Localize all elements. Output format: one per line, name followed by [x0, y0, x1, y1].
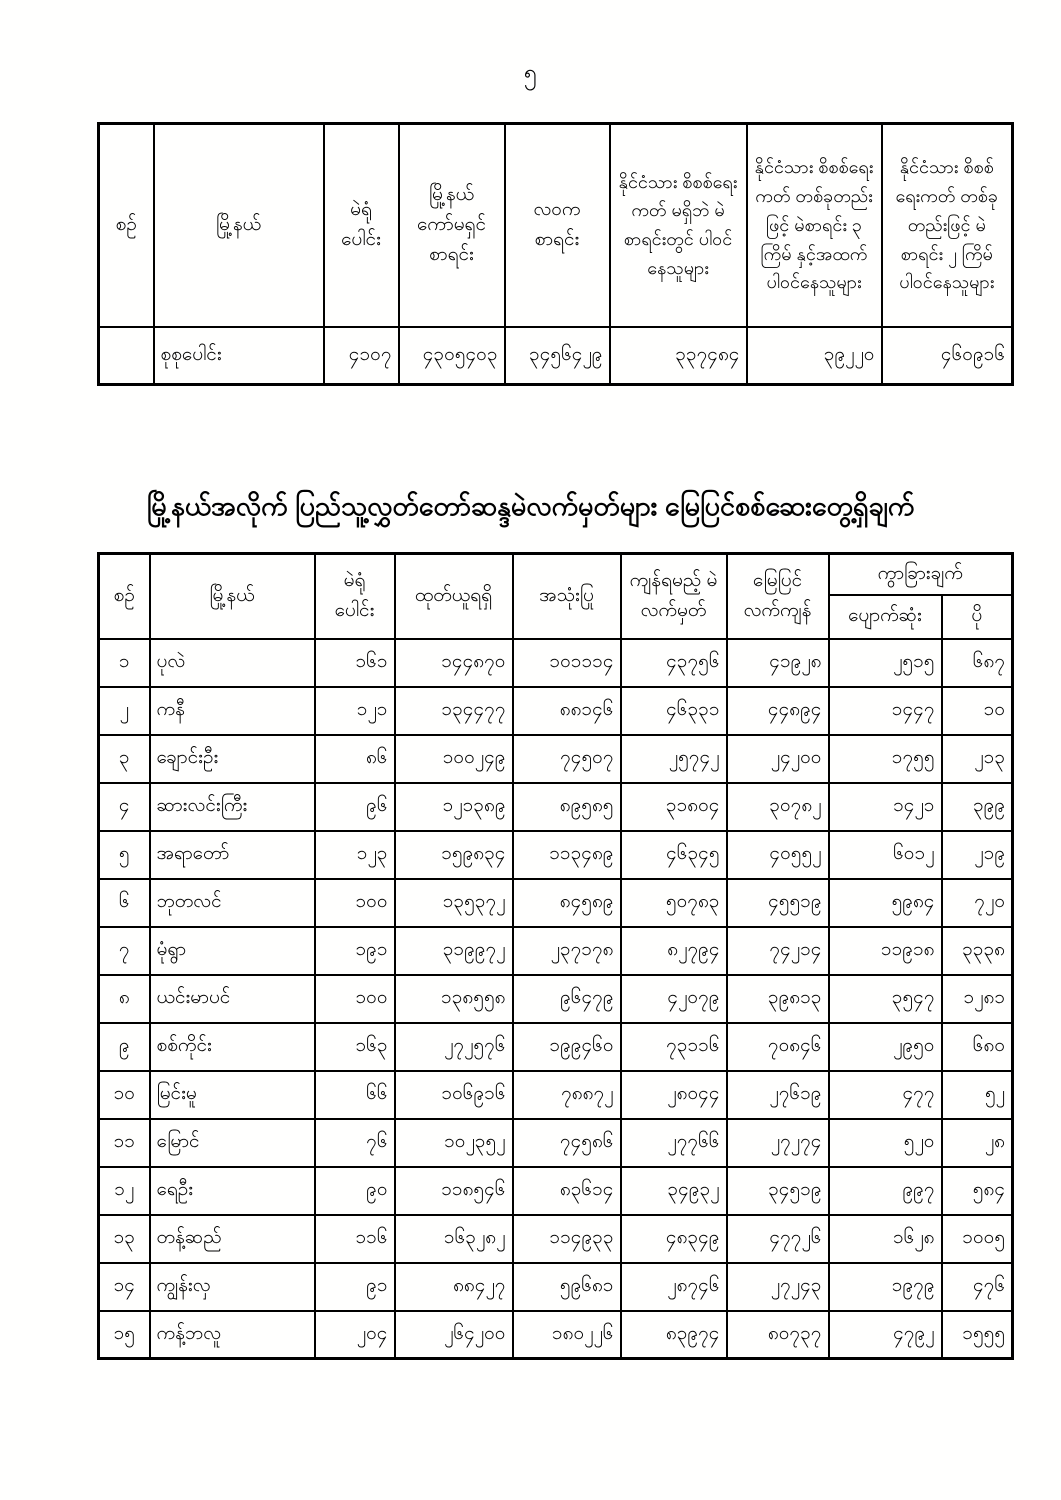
cell-no: ၆ — [99, 879, 150, 927]
cell-received: ၁၀၂၃၅၂ — [395, 1119, 513, 1167]
detail-table-body — [99, 639, 1013, 1359]
header-nrc-3-times: နိုင်ငံသား စိစစ်ရေးကတ် တစ်ခုတည်းဖြင့် မဲစာရင်း ၃ ကြိမ် နှင့်အထက် ပါဝင်နေသူများ — [747, 124, 882, 327]
table-row — [99, 927, 1013, 975]
cell-extra: ၃၉၉ — [942, 783, 1013, 831]
table-row — [99, 1311, 1013, 1359]
cell-extra: ၂၈ — [942, 1119, 1013, 1167]
cell-missing: ၄၇၉၂ — [829, 1311, 942, 1359]
cell-no: ၃ — [99, 735, 150, 783]
cell-received: ၁၁၈၅၄၆ — [395, 1167, 513, 1215]
ballot-ground-check-table — [97, 552, 1014, 1360]
cell-extra: ၁၀ — [942, 687, 1013, 735]
cell-no: ၁၁ — [99, 1119, 150, 1167]
cell-remaining: ၈၃၉၇၄ — [621, 1311, 727, 1359]
cell-received: ၁၀၀၂၄၉ — [395, 735, 513, 783]
total-nrc-3-times: ၃၉၂၂၀ — [747, 327, 882, 385]
detail-header-row-top — [99, 554, 1013, 595]
cell-remaining: ၂၈၇၄၆ — [621, 1263, 727, 1311]
header-missing: ပျောက်ဆုံး — [829, 595, 942, 639]
total-commission-list: ၄၃၀၅၄၀၃ — [399, 327, 505, 385]
cell-ground: ၇၄၂၁၄ — [727, 927, 829, 975]
cell-used: ၈၄၅၈၉ — [513, 879, 621, 927]
cell-ground: ၃၄၅၁၉ — [727, 1167, 829, 1215]
cell-extra: ၁၂၈၁ — [942, 975, 1013, 1023]
header-immigration-list: လဝက စာရင်း — [505, 124, 610, 327]
cell-missing: ၂၅၁၅ — [829, 639, 942, 687]
voter-list-summary-table — [97, 122, 1014, 386]
cell-no: ၅ — [99, 831, 150, 879]
cell-no: ၄ — [99, 783, 150, 831]
table-row — [99, 879, 1013, 927]
cell-township: ရေဦး — [150, 1167, 315, 1215]
cell-remaining: ၂၅၇၄၂ — [621, 735, 727, 783]
cell-township: ဆားလင်းကြီး — [150, 783, 315, 831]
header-received: ထုတ်ယူရရှိ — [395, 554, 513, 639]
cell-no: ၁၄ — [99, 1263, 150, 1311]
cell-extra: ၆၈၀ — [942, 1023, 1013, 1071]
cell-extra: ၂၁၃ — [942, 735, 1013, 783]
cell-township: အရာတော် — [150, 831, 315, 879]
cell-received: ၁၃၅၃၇၂ — [395, 879, 513, 927]
cell-ground: ၄၅၅၁၉ — [727, 879, 829, 927]
cell-township: ဘုတလင် — [150, 879, 315, 927]
header-commission-list: မြို့နယ် ကော်မရှင် စာရင်း — [399, 124, 505, 327]
cell-missing: ၁၉၇၉ — [829, 1263, 942, 1311]
cell-stations: ၉၀ — [315, 1167, 395, 1215]
cell-remaining: ၇၃၁၁၆ — [621, 1023, 727, 1071]
cell-no: ၁၂ — [99, 1167, 150, 1215]
cell-stations: ၁၁၆ — [315, 1215, 395, 1263]
cell-stations: ၉၁ — [315, 1263, 395, 1311]
total-label: စုစုပေါင်း — [154, 327, 324, 385]
table-row — [99, 1023, 1013, 1071]
cell-used: ၉၆၄၇၉ — [513, 975, 621, 1023]
cell-extra: ၅၂ — [942, 1071, 1013, 1119]
header-remaining: ကျန်ရမည့် မဲလက်မှတ် — [621, 554, 727, 639]
table-row — [99, 1215, 1013, 1263]
cell-used: ၂၃၇၁၇၈ — [513, 927, 621, 975]
cell-stations: ၉၆ — [315, 783, 395, 831]
cell-township: မြောင် — [150, 1119, 315, 1167]
table-row — [99, 831, 1013, 879]
header-extra: ပို — [942, 595, 1013, 639]
cell-used: ၇၈၈၇၂ — [513, 1071, 621, 1119]
cell-no: ၂ — [99, 687, 150, 735]
cell-no: ၉ — [99, 1023, 150, 1071]
header-no: စဉ် — [99, 124, 154, 327]
cell-extra: ၁၅၅၅ — [942, 1311, 1013, 1359]
cell-stations: ၁၆၃ — [315, 1023, 395, 1071]
header-polling-stations: မဲရုံ ပေါင်း — [324, 124, 399, 327]
cell-received: ၂၇၂၅၇၆ — [395, 1023, 513, 1071]
cell-extra: ၃၃၃၈ — [942, 927, 1013, 975]
cell-no: ၁ — [99, 639, 150, 687]
table-row — [99, 783, 1013, 831]
cell-no: ၁၀ — [99, 1071, 150, 1119]
table-row — [99, 735, 1013, 783]
cell-township: ကျွန်းလှ — [150, 1263, 315, 1311]
cell-missing: ၁၄၂၁ — [829, 783, 942, 831]
cell-remaining: ၃၄၉၃၂ — [621, 1167, 727, 1215]
cell-ground: ၃၉၈၁၃ — [727, 975, 829, 1023]
cell-township: ပုလဲ — [150, 639, 315, 687]
header-ground-balance: မြေပြင် လက်ကျန် — [727, 554, 829, 639]
cell-stations: ၈၆ — [315, 735, 395, 783]
cell-missing: ၅၉၈၄ — [829, 879, 942, 927]
cell-received: ၁၀၆၉၁၆ — [395, 1071, 513, 1119]
table-row — [99, 639, 1013, 687]
cell-stations: ၂၀၄ — [315, 1311, 395, 1359]
cell-received: ၁၃၈၅၅၈ — [395, 975, 513, 1023]
total-immigration-list: ၃၄၅၆၄၂၉ — [505, 327, 610, 385]
cell-used: ၁၁၃၄၈၉ — [513, 831, 621, 879]
cell-township: တန့်ဆည် — [150, 1215, 315, 1263]
cell-received: ၃၁၉၉၇၂ — [395, 927, 513, 975]
cell-remaining: ၂၈၀၄၄ — [621, 1071, 727, 1119]
cell-remaining: ၂၇၇၆၆ — [621, 1119, 727, 1167]
total-polling-stations: ၄၁၀၇ — [324, 327, 399, 385]
cell-stations: ၇၆ — [315, 1119, 395, 1167]
cell-no: ၁၃ — [99, 1215, 150, 1263]
cell-ground: ၄၁၉၂၈ — [727, 639, 829, 687]
total-no-nrc: ၃၃၇၄၈၄ — [610, 327, 747, 385]
cell-stations: ၁၆၁ — [315, 639, 395, 687]
cell-missing: ၁၇၅၅ — [829, 735, 942, 783]
cell-used: ၁၀၁၁၁၄ — [513, 639, 621, 687]
cell-empty — [99, 327, 154, 385]
cell-ground: ၄၀၅၅၂ — [727, 831, 829, 879]
cell-used: ၇၄၅၈၆ — [513, 1119, 621, 1167]
cell-extra: ၇၂၀ — [942, 879, 1013, 927]
cell-township: ယင်းမာပင် — [150, 975, 315, 1023]
header-nrc-2-times: နိုင်ငံသား စိစစ်ရေးကတ် တစ်ခုတည်းဖြင့် မဲစာရင်း ၂ ကြိမ် ပါဝင်နေသူများ — [882, 124, 1013, 327]
cell-remaining: ၅၀၇၈၃ — [621, 879, 727, 927]
summary-header-row — [99, 124, 1013, 327]
cell-township: စစ်ကိုင်း — [150, 1023, 315, 1071]
cell-township: မြင်းမူ — [150, 1071, 315, 1119]
cell-stations: ၁၉၁ — [315, 927, 395, 975]
cell-extra: ၅၈၄ — [942, 1167, 1013, 1215]
cell-remaining: ၄၈၃၄၉ — [621, 1215, 727, 1263]
cell-received: ၁၅၉၈၃၄ — [395, 831, 513, 879]
cell-missing: ၄၇၇ — [829, 1071, 942, 1119]
cell-used: ၅၉၆၈၁ — [513, 1263, 621, 1311]
cell-missing: ၆၀၁၂ — [829, 831, 942, 879]
cell-used: ၈၃၆၁၄ — [513, 1167, 621, 1215]
summary-total-row — [99, 327, 1013, 385]
cell-used: ၁၉၉၄၆၀ — [513, 1023, 621, 1071]
cell-stations: ၁၂၃ — [315, 831, 395, 879]
cell-no: ၁၅ — [99, 1311, 150, 1359]
table-row — [99, 1167, 1013, 1215]
cell-township: ကန့်ဘလူ — [150, 1311, 315, 1359]
header-no-nrc: နိုင်ငံသား စိစစ်ရေးကတ် မရှိဘဲ မဲစာရင်းတွင် ပါဝင်နေသူများ — [610, 124, 747, 327]
cell-stations: ၁၀၀ — [315, 879, 395, 927]
cell-remaining: ၃၁၈၀၄ — [621, 783, 727, 831]
cell-remaining: ၄၂၀၇၉ — [621, 975, 727, 1023]
table-row — [99, 1263, 1013, 1311]
cell-used: ၈၈၁၄၆ — [513, 687, 621, 735]
cell-remaining: ၄၆၃၄၅ — [621, 831, 727, 879]
cell-used: ၈၉၅၈၅ — [513, 783, 621, 831]
header-no: စဉ် — [99, 554, 150, 639]
cell-no: ၇ — [99, 927, 150, 975]
cell-ground: ၄၄၈၉၄ — [727, 687, 829, 735]
cell-extra: ၄၇၆ — [942, 1263, 1013, 1311]
total-nrc-2-times: ၄၆၀၉၁၆ — [882, 327, 1013, 385]
cell-missing: ၂၉၅၀ — [829, 1023, 942, 1071]
cell-missing: ၉၉၇ — [829, 1167, 942, 1215]
header-township: မြို့နယ် — [150, 554, 315, 639]
cell-township: ချောင်းဦး — [150, 735, 315, 783]
table-row — [99, 1071, 1013, 1119]
header-stations: မဲရုံ ပေါင်း — [315, 554, 395, 639]
cell-ground: ၂၄၂၀၀ — [727, 735, 829, 783]
cell-stations: ၆၆ — [315, 1071, 395, 1119]
cell-extra: ၁၀၀၅ — [942, 1215, 1013, 1263]
cell-missing: ၅၂၀ — [829, 1119, 942, 1167]
cell-used: ၇၄၅၀၇ — [513, 735, 621, 783]
cell-extra: ၂၁၉ — [942, 831, 1013, 879]
cell-used: ၁၁၄၉၃၃ — [513, 1215, 621, 1263]
cell-ground: ၄၇၇၂၆ — [727, 1215, 829, 1263]
cell-stations: ၁၂၁ — [315, 687, 395, 735]
cell-received: ၂၆၄၂၀၀ — [395, 1311, 513, 1359]
cell-received: ၁၆၃၂၈၂ — [395, 1215, 513, 1263]
header-township: မြို့နယ် — [154, 124, 324, 327]
cell-received: ၈၈၄၂၇ — [395, 1263, 513, 1311]
section-title: မြို့နယ်အလိုက် ပြည်သူ့လွှတ်တော်ဆန္ဒမဲလက်မှတ်များ မြေပြင်စစ်ဆေးတွေ့ရှိချက် — [146, 491, 915, 521]
cell-missing: ၁၁၉၁၈ — [829, 927, 942, 975]
cell-remaining: ၈၂၇၉၄ — [621, 927, 727, 975]
cell-used: ၁၈၀၂၂၆ — [513, 1311, 621, 1359]
cell-ground: ၈၀၇၃၇ — [727, 1311, 829, 1359]
cell-received: ၁၄၄၈၇၀ — [395, 639, 513, 687]
page-number: ၅ — [524, 59, 537, 85]
header-difference: ကွာခြားချက် — [829, 554, 1013, 595]
header-used: အသုံးပြု — [513, 554, 621, 639]
cell-missing: ၃၅၄၇ — [829, 975, 942, 1023]
cell-ground: ၂၇၆၁၉ — [727, 1071, 829, 1119]
cell-missing: ၁၆၂၈ — [829, 1215, 942, 1263]
cell-remaining: ၄၆၃၃၁ — [621, 687, 727, 735]
cell-ground: ၂၇၂၄၃ — [727, 1263, 829, 1311]
table-row — [99, 975, 1013, 1023]
cell-missing: ၁၄၄၇ — [829, 687, 942, 735]
cell-ground: ၃၀၇၈၂ — [727, 783, 829, 831]
cell-remaining: ၄၃၇၅၆ — [621, 639, 727, 687]
cell-received: ၁၂၁၃၈၉ — [395, 783, 513, 831]
cell-township: ကနီ — [150, 687, 315, 735]
cell-received: ၁၃၄၄၇၇ — [395, 687, 513, 735]
cell-extra: ၆၈၇ — [942, 639, 1013, 687]
cell-stations: ၁၀၀ — [315, 975, 395, 1023]
table-row — [99, 687, 1013, 735]
cell-township: မုံရွာ — [150, 927, 315, 975]
table-row — [99, 1119, 1013, 1167]
cell-no: ၈ — [99, 975, 150, 1023]
cell-ground: ၂၇၂၇၄ — [727, 1119, 829, 1167]
cell-ground: ၇၀၈၄၆ — [727, 1023, 829, 1071]
